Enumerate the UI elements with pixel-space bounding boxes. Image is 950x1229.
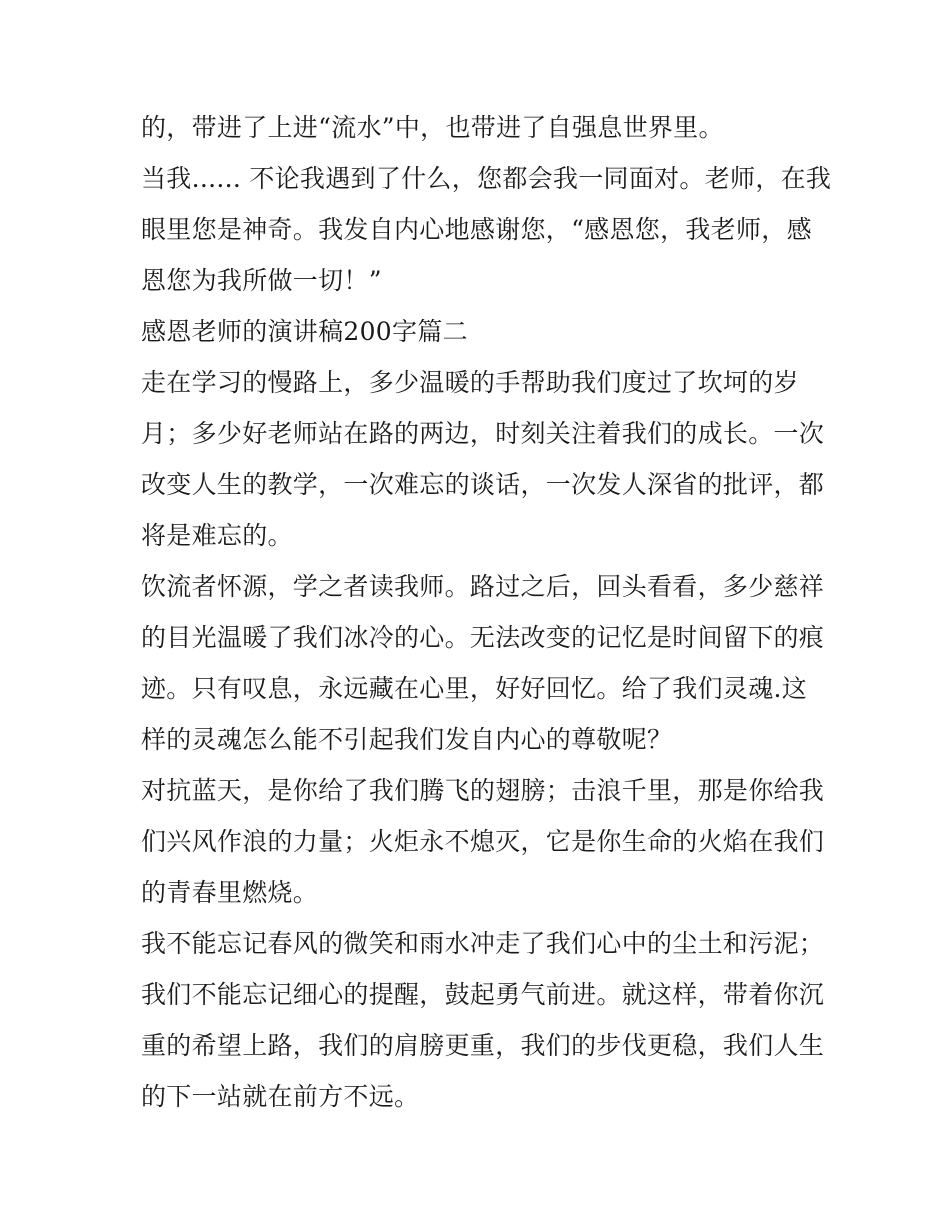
text-line: 的下一站就在前方不远。 <box>141 1082 420 1111</box>
text-line: 对抗蓝天，是你给了我们腾飞的翅膀；击浪千里，那是你给我 <box>141 776 825 805</box>
text-line: 恩您为我所做一切！” <box>141 266 382 295</box>
text-line: 我们不能忘记细心的提醒，鼓起勇气前进。就这样，带着你沉 <box>141 980 825 1009</box>
text-line: 当我...... 不论我遇到了什么，您都会我一同面对。老师，在我 <box>141 164 832 193</box>
text-line: 我不能忘记春风的微笑和雨水冲走了我们心中的尘土和污泥； <box>141 929 825 958</box>
text-line: 重的希望上路，我们的肩膀更重，我们的步伐更稳，我们人生 <box>141 1031 825 1060</box>
text-line: 眼里您是神奇。我发自内心地感谢您，“感恩您，我老师，感 <box>141 215 812 244</box>
text-line: 将是难忘的。 <box>141 521 293 550</box>
text-line: 们兴风作浪的力量；火炬永不熄灭，它是你生命的火焰在我们 <box>141 827 825 856</box>
text-line: 的，带进了上进“流水”中，也带进了自强息世界里。 <box>141 113 724 142</box>
section-heading: 感恩老师的演讲稿200字篇二 <box>141 317 468 346</box>
text-line: 月；多少好老师站在路的两边，时刻关注着我们的成长。一次 <box>141 419 825 448</box>
text-line: 饮流者怀源，学之者读我师。路过之后，回头看看，多少慈祥 <box>141 572 825 601</box>
text-line: 迹。只有叹息，永远藏在心里，好好回忆。给了我们灵魂.这 <box>141 674 808 703</box>
text-line: 的青春里燃烧。 <box>141 878 319 907</box>
text-line: 改变人生的教学，一次难忘的谈话，一次发人深省的批评，都 <box>141 470 825 499</box>
text-line: 样的灵魂怎么能不引起我们发自内心的尊敬呢？ <box>141 725 673 754</box>
text-line: 的目光温暖了我们冰冷的心。无法改变的记忆是时间留下的痕 <box>141 623 825 652</box>
text-line: 走在学习的慢路上，多少温暖的手帮助我们度过了坎坷的岁 <box>141 368 799 397</box>
